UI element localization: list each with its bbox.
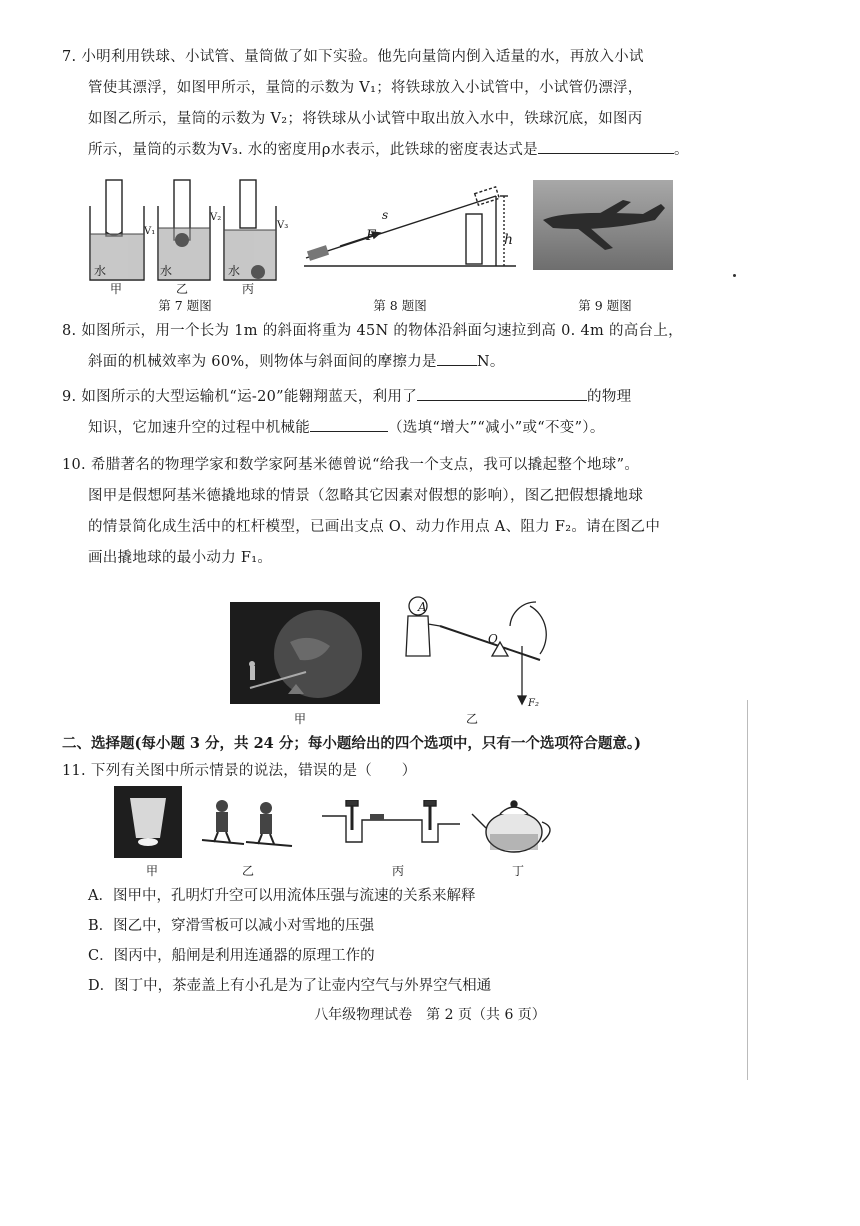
q7-number: 7. [62,49,77,65]
q10-line1 [62,450,694,481]
q7-line1 [62,42,694,73]
fig8-label-s: s [382,208,389,222]
q8-line1-text: 如图所示，用一个长为 1m 的斜面将重为 45N 的物体沿斜面匀速拉到高 0. 4m 的高台上， [81,323,683,339]
q11-number: 11. [62,763,86,779]
fig7-label-bing: 丙 [242,282,255,296]
iron-ball-icon [175,233,189,247]
q11-fig-ding-teapot [470,792,558,854]
fig7-label-yi: 乙 [176,282,189,296]
q11-fig-yi-skiers [192,796,302,852]
q7-line1-text: 小明利用铁球、小试管、量筒做了如下实验。他先向量筒内倒入适量的水，再放入小试 [81,49,644,65]
q11-label-yi: 乙 [242,864,255,878]
q9-answer-blank-1[interactable] [417,386,587,401]
q11-stem-text: 下列有关图中所示情景的说法，错误的是（ ） [90,763,417,779]
fig10-label-F2: F₂ [528,698,539,709]
q9-line1-end: 的物理 [587,389,632,405]
ship-icon [370,814,384,820]
q11-label-jia: 甲 [146,864,159,878]
fig10-label-yi: 乙 [466,712,479,726]
q11-option-c[interactable]: C．图丙中，船闸是利用连通器的原理工作的 [88,948,375,964]
lantern-icon [130,798,166,838]
q7-line4-end: 。 [673,142,689,158]
scan-edge-line [747,700,748,1080]
question-10 [62,450,694,574]
q11-fig-bing-shiplock [322,800,460,848]
q10-number: 10. [62,457,86,473]
q9-line2-text: 知识，它加速升空的过程中机械能 [88,420,310,436]
q11-label-ding: 丁 [512,864,525,878]
fig7-v1: V₁ [144,226,156,237]
q10-line2: 图甲是假想阿基米德撬地球的情景（忽略其它因素对假想的影响），图乙把假想撬地球 [88,488,644,504]
q11-stem [62,756,694,787]
question-8 [62,316,694,378]
q9-line2-end: （选填“增大”“减小”或“不变”）。 [388,420,605,436]
q9-line2 [62,413,694,444]
q11-option-d[interactable]: D．图丁中，茶壶盖上有小孔是为了让壶内空气与外界空气相通 [88,978,492,994]
q11-option-b[interactable]: B．图乙中，穿滑雪板可以减小对雪地的压强 [88,918,375,934]
fig8-label-F: F [366,228,376,244]
q10-line3: 的情景简化成生活中的杠杆模型，已画出支点 O、动力作用点 A、阻力 F₂。请在图乙中 [88,519,661,535]
q11-option-a[interactable]: A．图甲中，孔明灯升空可以用流体压强与流速的关系来解释 [88,888,476,904]
fig10-label-O: O [488,632,498,646]
fig8-incline [300,186,524,272]
fig7-caption: 第 7 题图 [158,298,212,313]
fig7-v2: V₂ [210,212,222,223]
fig9-caption: 第 9 题图 [578,298,632,313]
q10-line1-text: 希腊著名的物理学家和数学家阿基米德曾说“给我一个支点，我可以撬起整个地球”。 [90,457,640,473]
q8-answer-blank[interactable] [437,351,477,366]
q8-line1 [62,316,694,347]
q8-line2-end: N。 [476,354,505,370]
scan-dot [733,274,736,277]
q7-line2: 管使其漂浮，如图甲所示，量筒的示数为 V₁；将铁球放入小试管中，小试管仍漂浮， [88,80,643,96]
q7-line4 [62,135,694,166]
q11-fig-jia-lantern [114,786,182,858]
q7-line4-text: 所示，量筒的示数为V₃. 水的密度用ρ水表示，此铁球的密度表达式是 [88,142,538,158]
fig8-label-h: h [504,232,514,248]
q8-number: 8. [62,323,77,339]
q10-line4: 画出撬地球的最小动力 F₁。 [88,550,273,566]
fig10-jia-photo [230,602,380,704]
q9-answer-blank-2[interactable] [310,417,388,432]
fig8-caption: 第 8 题图 [373,298,427,313]
q8-line2-text: 斜面的机械效率为 60%，则物体与斜面间的摩擦力是 [88,354,437,370]
fig7-water-3: 水 [228,264,241,278]
fig7-v3: V₃ [277,220,289,231]
q9-number: 9. [62,389,77,405]
fig7-label-jia: 甲 [110,282,123,296]
fig7-water-1: 水 [94,264,107,278]
page-footer: 八年级物理试卷 第 2 页（共 6 页） [314,1007,546,1023]
q9-line1-text: 如图所示的大型运输机“运-20”能翱翔蓝天，利用了 [81,389,418,405]
q7-line3: 如图乙所示，量筒的示数为 V₂；将铁球从小试管中取出放入水中，铁球沉底，如图丙 [88,111,643,127]
question-7 [62,42,694,166]
q9-line1 [62,382,694,413]
fig7-water-2: 水 [160,264,173,278]
fig10-label-jia: 甲 [294,712,307,726]
section-2-heading: 二、选择题(每小题 3 分，共 24 分；每小题给出的四个选项中，只有一个选项符合题意。) [62,735,641,752]
question-11 [62,756,694,787]
fig7-cylinders [82,176,292,294]
fig10-label-A: A [418,600,427,614]
q8-line2 [62,347,694,378]
q7-answer-blank[interactable] [538,139,674,154]
fig9-airplane-photo [533,180,673,270]
question-9 [62,382,694,444]
q11-label-bing: 丙 [392,864,405,878]
